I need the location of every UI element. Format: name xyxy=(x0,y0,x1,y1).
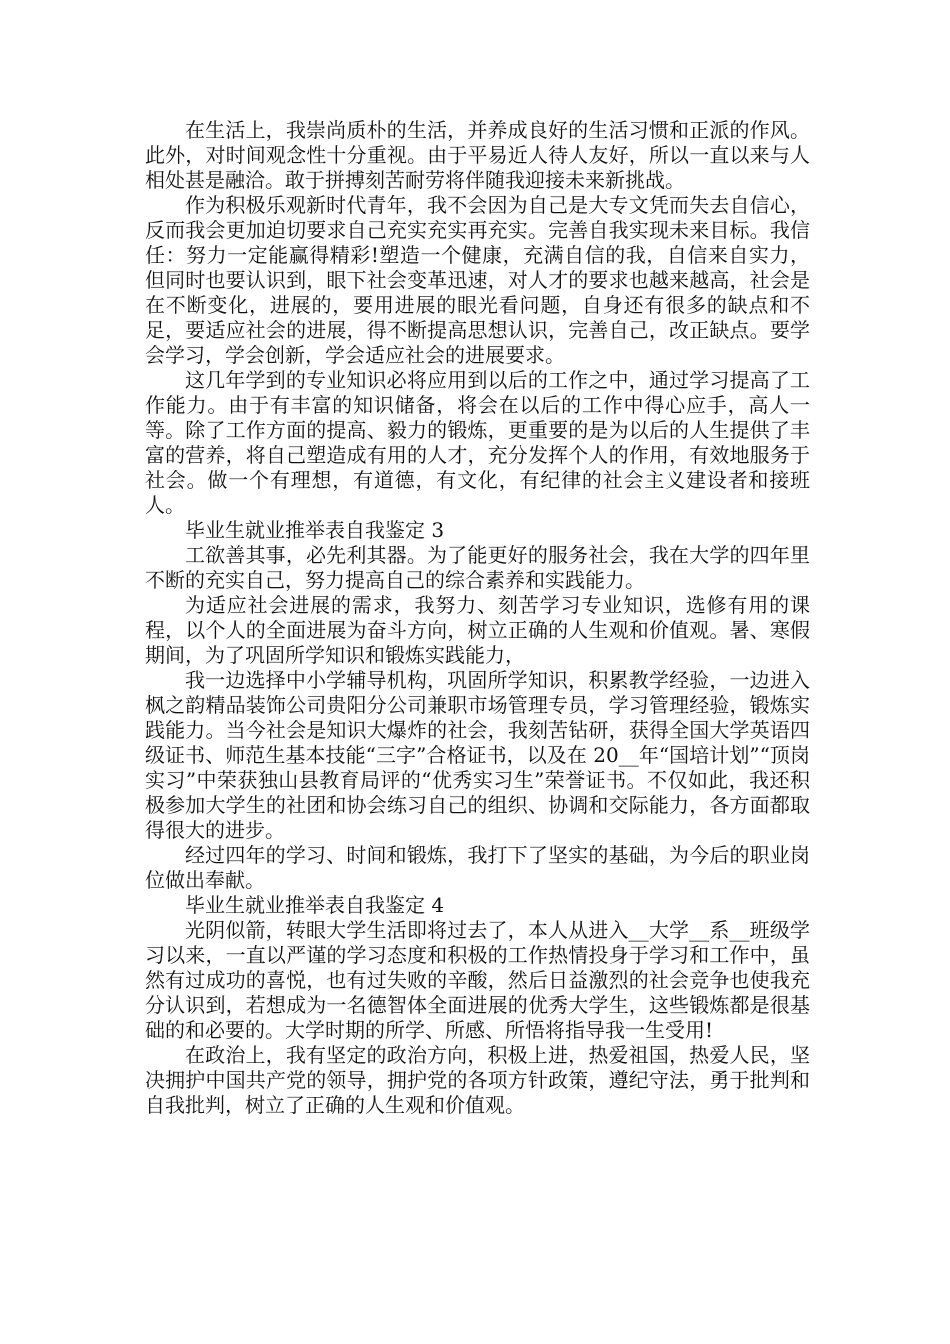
section-heading: 毕业生就业推举表自我鉴定 4 xyxy=(185,893,445,917)
section-heading: 毕业生就业推举表自我鉴定 3 xyxy=(185,518,445,542)
body-paragraph: 我一边选择中小学辅导机构，巩固所学知识，积累教学经验，一边进入枫之韵精品装饰公司贵阳分公司兼职市场管理专员，学习管理经验，锻炼实践能力。当今社会是知识大爆炸的社会，我刻苦钻研，获得全国大学英语四级证书、师范生基本技能“三字”合格证书，以及在 20__年“国培计划”“顶岗实习”中荣获独山县教育局评的“优秀实习生”荣誉证书。不仅如此，我还积极参加大学生的社团和协会练习自己的组织、协调和交际能力，各方面都取得很大的进步。 xyxy=(145,668,810,842)
body-paragraph: 在生活上，我崇尚质朴的生活，并养成良好的生活习惯和正派的作风。此外，对时间观念性十分重视。由于平易近人待人友好，所以一直以来与人相处甚是融洽。敢于拼搏刻苦耐劳将伴随我迎接未来新挑战。 xyxy=(145,118,810,192)
body-paragraph: 工欲善其事，必先利其器。为了能更好的服务社会，我在大学的四年里不断的充实自己，努力提高自己的综合素养和实践能力。 xyxy=(145,543,810,592)
body-paragraph: 经过四年的学习、时间和锻炼，我打下了坚实的基础，为今后的职业岗位做出奉献。 xyxy=(145,843,810,892)
body-paragraph: 在政治上，我有坚定的政治方向，积极上进，热爱祖国，热爱人民，坚决拥护中国共产党的领导，拥护党的各项方针政策，遵纪守法，勇于批判和自我批判，树立了正确的人生观和价值观。 xyxy=(145,1043,810,1117)
document-page xyxy=(145,118,810,1118)
body-paragraph: 作为积极乐观新时代青年，我不会因为自己是大专文凭而失去自信心，反而我会更加迫切要求自己充实充实再充实。完善自我实现未来目标。我信任：努力一定能赢得精彩!塑造一个健康，充满自信的我，自信来自实力，但同时也要认识到，眼下社会变革迅速，对人才的要求也越来越高，社会是在不断变化，进展的，要用进展的眼光看问题，自身还有很多的缺点和不足，要适应社会的进展，得不断提高思想认识，完善自己，改正缺点。要学会学习，学会创新，学会适应社会的进展要求。 xyxy=(145,193,810,367)
body-paragraph: 为适应社会进展的需求，我努力、刻苦学习专业知识，选修有用的课程，以个人的全面进展为奋斗方向，树立正确的人生观和价值观。暑、寒假期间，为了巩固所学知识和锻炼实践能力， xyxy=(145,593,810,667)
body-paragraph: 光阴似箭，转眼大学生活即将过去了，本人从进入__大学__系__班级学习以来，一直以严谨的学习态度和积极的工作热情投身于学习和工作中，虽然有过成功的喜悦，也有过失败的辛酸，然后日益激烈的社会竞争也使我充分认识到，若想成为一名德智体全面进展的优秀大学生，这些锻炼都是很基础的和必要的。大学时期的所学、所感、所悟将指导我一生受用! xyxy=(145,918,810,1042)
body-paragraph: 这几年学到的专业知识必将应用到以后的工作之中，通过学习提高了工作能力。由于有丰富的知识储备，将会在以后的工作中得心应手，高人一等。除了工作方面的提高、毅力的锻炼，更重要的是为以后的人生提供了丰富的营养，将自己塑造成有用的人才，充分发挥个人的作用，有效地服务于社会。做一个有理想，有道德，有文化，有纪律的社会主义建设者和接班人。 xyxy=(145,368,810,517)
